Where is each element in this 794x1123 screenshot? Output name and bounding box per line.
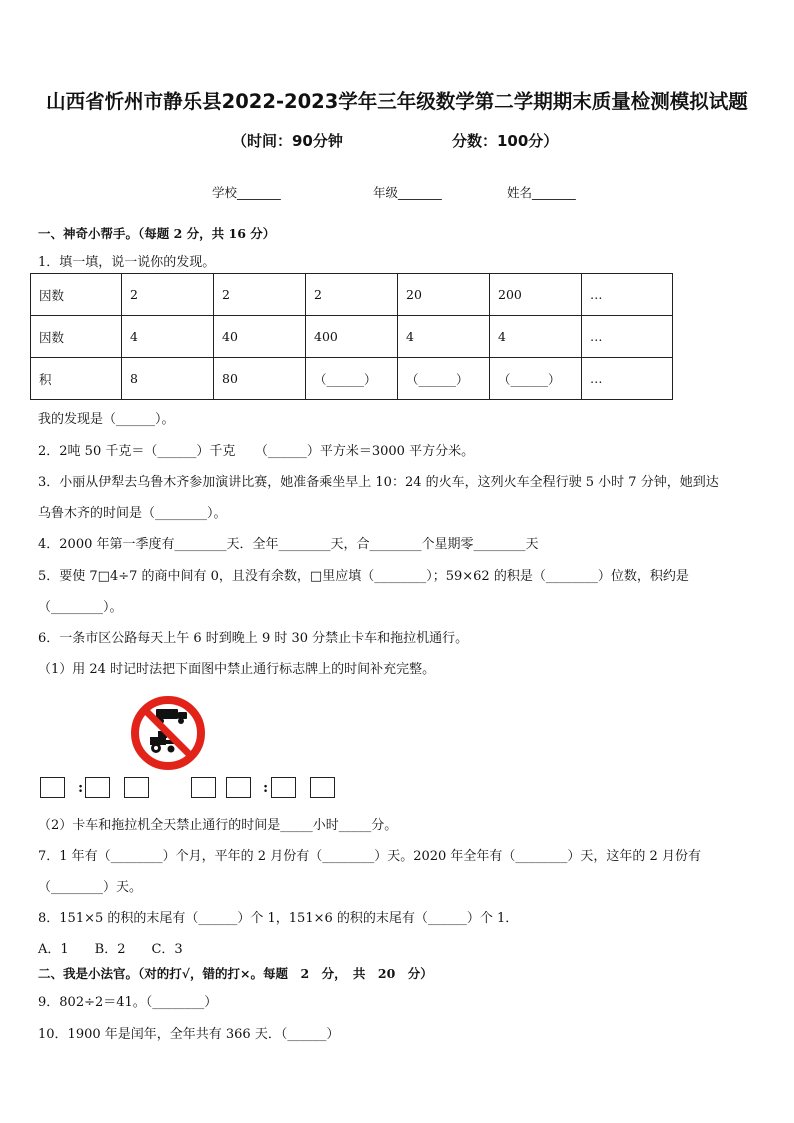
question-3-line-2: 乌鲁木齐的时间是（________）。 bbox=[38, 506, 227, 521]
table-cell: 80 bbox=[214, 358, 306, 400]
table-cell: 40 bbox=[214, 316, 306, 358]
table-cell: 20 bbox=[398, 274, 490, 316]
hour-digit-box[interactable] bbox=[226, 777, 251, 798]
grade-field: 年级_______ bbox=[373, 185, 442, 200]
question-3-line-1: 3．小丽从伊犁去乌鲁木齐参加演讲比赛，她准备乘坐早上 10：24 的火车，这列火车全程行驶 5 小时 7 分钟，她到达 bbox=[38, 475, 719, 490]
time-colon: : bbox=[263, 780, 269, 796]
question-6-text: 6．一条市区公路每天上午 6 时到晚上 9 时 30 分禁止卡车和拖拉机通行。 bbox=[38, 631, 469, 646]
question-7-line-2: （________）天。 bbox=[38, 880, 143, 895]
factor-product-table bbox=[30, 273, 673, 400]
minute-digit-box[interactable] bbox=[124, 777, 149, 798]
no-trucks-tractors-sign-icon bbox=[128, 693, 208, 773]
hour-digit-box[interactable] bbox=[40, 777, 65, 798]
question-6-part-1: （1）用 24 时记时法把下面图中禁止通行标志牌上的时间补充完整。 bbox=[38, 662, 436, 677]
table-cell: 4 bbox=[398, 316, 490, 358]
question-8-options: A．1 B．2 C．3 bbox=[38, 942, 183, 957]
question-2-text: 2．2吨 50 千克＝（______）千克 （______）平方米＝3000 平方分米。 bbox=[38, 444, 475, 459]
table-row bbox=[31, 274, 673, 316]
minute-digit-box[interactable] bbox=[310, 777, 335, 798]
exam-time: （时间：90分钟 bbox=[232, 132, 343, 150]
table-cell: 200 bbox=[490, 274, 582, 316]
question-10-text: 10．1900 年是闰年，全年共有 366 天．（______） bbox=[38, 1027, 340, 1042]
hour-digit-box[interactable] bbox=[191, 777, 216, 798]
question-4-text: 4．2000 年第一季度有________天．全年________天，合________个星期零________天 bbox=[38, 537, 539, 552]
table-cell: 2 bbox=[122, 274, 214, 316]
question-8-text: 8．151×5 的积的末尾有（______）个 1，151×6 的积的末尾有（______）个 1． bbox=[38, 911, 519, 926]
question-9-text: 9．802÷2＝41。（________） bbox=[38, 995, 218, 1010]
table-cell: 8 bbox=[122, 358, 214, 400]
school-field: 学校_______ bbox=[212, 185, 281, 200]
table-cell: … bbox=[582, 274, 673, 316]
table-cell: 2 bbox=[214, 274, 306, 316]
table-cell: 因数 bbox=[31, 274, 122, 316]
table-cell: 因数 bbox=[31, 316, 122, 358]
time-colon: : bbox=[78, 780, 84, 796]
question-5-line-1: 5．要使 7□4÷7 的商中间有 0，且没有余数，□里应填（________）；59×62 的积是（________）位数，积约是 bbox=[38, 569, 689, 584]
answer-blank-cell[interactable]: （______） bbox=[490, 358, 582, 400]
question-6-part-2: （2）卡车和拖拉机全天禁止通行的时间是_____小时_____分。 bbox=[38, 818, 398, 833]
answer-blank-cell[interactable]: （______） bbox=[398, 358, 490, 400]
question-7-line-1: 7．1 年有（________）个月，平年的 2 月份有（________）天。2020 年全年有（________）天，这年的 2 月份有 bbox=[38, 849, 701, 864]
section-1-heading: 一、神奇小帮手。（每题 2 分，共 16 分） bbox=[38, 226, 276, 241]
table-cell: … bbox=[582, 358, 673, 400]
question-1-text: 1．填一填，说一说你的发现。 bbox=[38, 255, 216, 270]
table-row bbox=[31, 358, 673, 400]
page-title: 山西省忻州市静乐县2022-2023学年三年级数学第二学期期末质量检测模拟试题 bbox=[46, 90, 748, 113]
question-5-line-2: （________）。 bbox=[38, 600, 123, 615]
table-cell: 积 bbox=[31, 358, 122, 400]
section-2-heading: 二、我是小法官。（对的打√，错的打×。每题 2 分， 共 20 分） bbox=[38, 966, 433, 981]
table-cell: 4 bbox=[490, 316, 582, 358]
table-cell: 2 bbox=[306, 274, 398, 316]
minute-digit-box[interactable] bbox=[271, 777, 296, 798]
exam-score: 分数：100分） bbox=[452, 132, 559, 150]
table-cell: 4 bbox=[122, 316, 214, 358]
answer-blank-cell[interactable]: （______） bbox=[306, 358, 398, 400]
name-field: 姓名_______ bbox=[507, 185, 576, 200]
table-row bbox=[31, 316, 673, 358]
question-1-finding: 我的发现是（______）。 bbox=[38, 412, 175, 427]
table-cell: … bbox=[582, 316, 673, 358]
minute-digit-box[interactable] bbox=[85, 777, 110, 798]
table-cell: 400 bbox=[306, 316, 398, 358]
